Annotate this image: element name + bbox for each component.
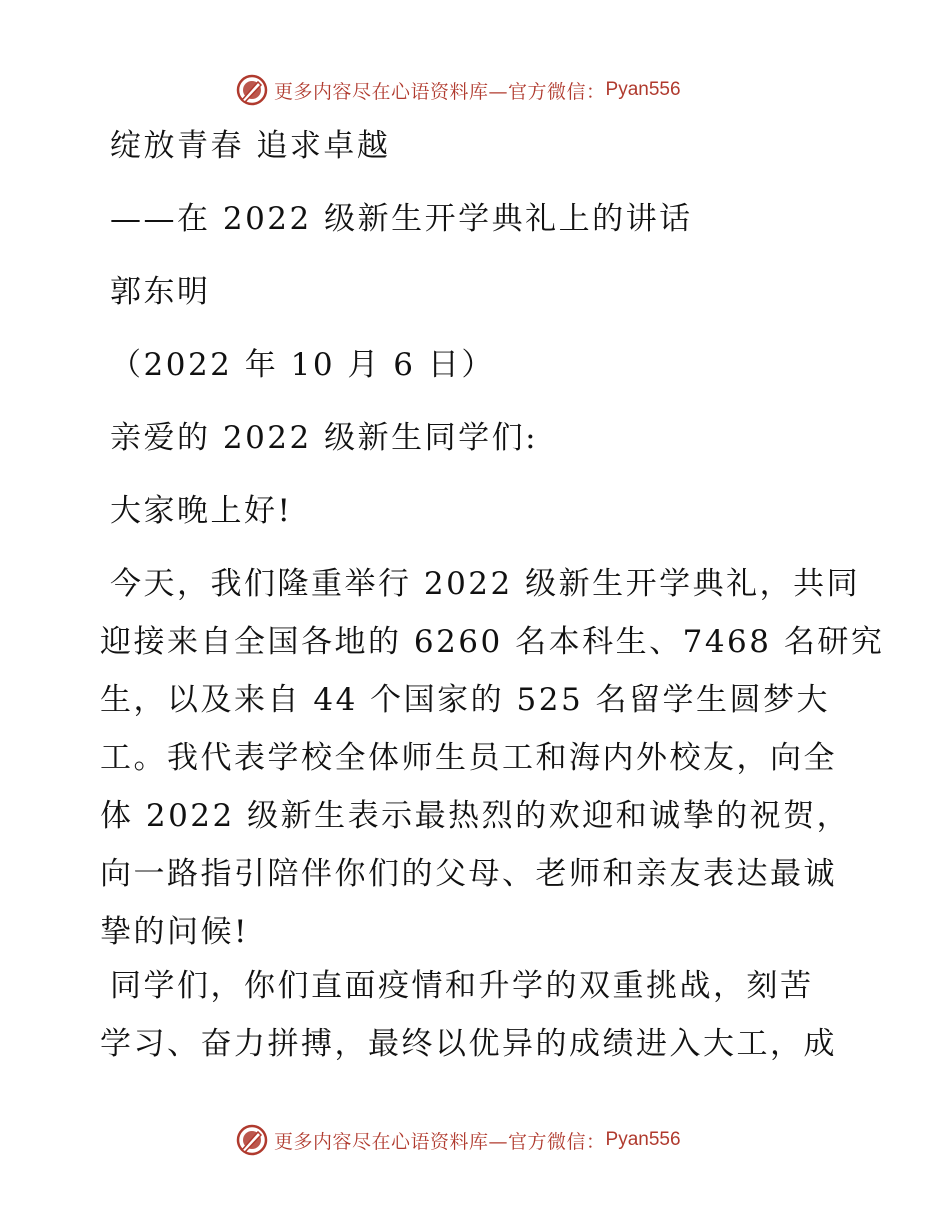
paragraph-2	[100, 966, 860, 1064]
paragraph-line: 工。我代表学校全体师生员工和海内外校友，向全	[100, 740, 837, 776]
pen-logo-icon	[236, 74, 268, 106]
paragraph-line: 迎接来自全国各地的 6260 名本科生、7468 名研究	[100, 624, 885, 660]
greeting: 大家晚上好!	[110, 493, 293, 529]
paragraph-line: 挚的问候!	[100, 914, 249, 950]
paragraph-line: 向一路指引陪伴你们的父母、老师和亲友表达最诚	[100, 856, 837, 892]
speech-date: （2022 年 10 月 6 日）	[110, 347, 495, 383]
paragraph-1	[100, 564, 885, 952]
speech-title: 绽放青春 追求卓越	[110, 128, 391, 164]
header-watermark-banner	[236, 74, 716, 106]
watermark-wechat-id: Pyan556	[605, 1129, 681, 1150]
paragraph-line: 今天，我们隆重举行 2022 级新生开学典礼，共同	[110, 566, 861, 602]
document-body	[100, 126, 885, 1078]
paragraph-line: 学习、奋力拼搏，最终以优异的成绩进入大工，成	[100, 1026, 837, 1062]
watermark-wechat-id: Pyan556	[605, 79, 681, 100]
watermark-text: 更多内容尽在心语资料库—官方微信：	[274, 80, 606, 103]
salutation: 亲爱的 2022 级新生同学们:	[110, 420, 539, 456]
footer-watermark-banner	[236, 1124, 716, 1156]
pen-logo-icon	[236, 1124, 268, 1156]
speech-author: 郭东明	[110, 274, 211, 310]
paragraph-line: 生，以及来自 44 个国家的 525 名留学生圆梦大	[100, 682, 831, 718]
paragraph-line: 体 2022 级新生表示最热烈的欢迎和诚挚的祝贺，	[100, 798, 851, 834]
watermark-text: 更多内容尽在心语资料库—官方微信：	[274, 1130, 606, 1153]
speech-subtitle: ——在 2022 级新生开学典礼上的讲话	[110, 201, 693, 237]
paragraph-line: 同学们，你们直面疫情和升学的双重挑战，刻苦	[110, 968, 814, 1004]
